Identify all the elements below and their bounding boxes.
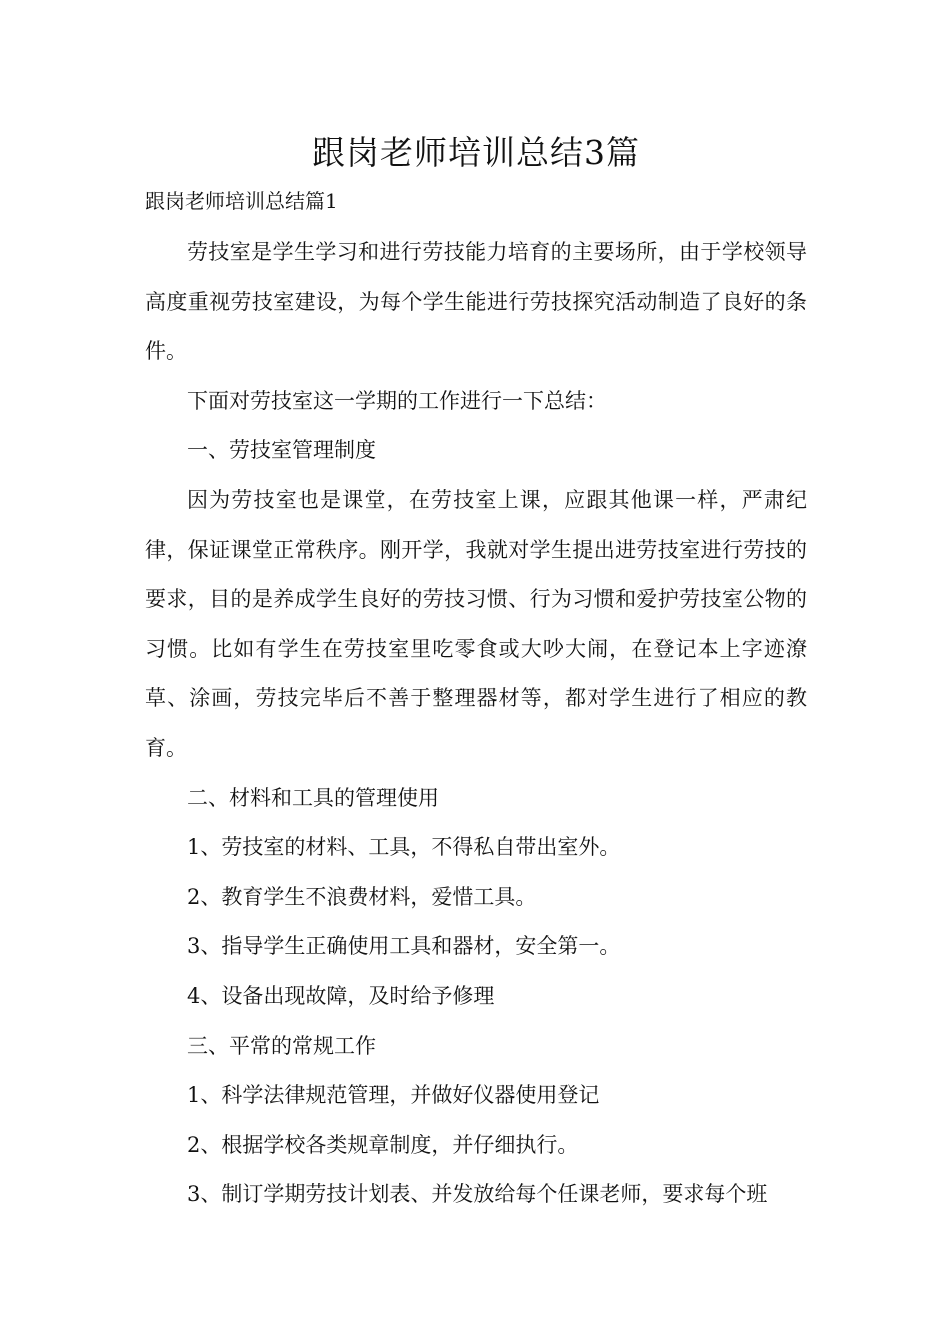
paragraph-summary-lead: 下面对劳技室这一学期的工作进行一下总结： — [187, 388, 607, 413]
list-item-materials-1: 1、劳技室的材料、工具，不得私自带出室外。 — [187, 835, 621, 860]
paragraph-management-system: 因为劳技室也是课堂，在劳技室上课，应跟其他课一样，严肃纪律，保证课堂正常秩序。刚开学，我就对学生提出进劳技室进行劳技的要求，目的是养成学生良好的劳技习惯、行为习惯和爱护劳技室公物的习惯。比如有学生在劳技室里吃零食或大吵大闹，在登记本上字迹潦草、涂画，劳技完毕后不善于整理器材等，都对学生进行了相应的教育。 — [145, 487, 807, 760]
list-item-materials-2: 2、教育学生不浪费材料，爱惜工具。 — [187, 884, 537, 909]
list-item-routine-1: 1、科学法律规范管理，并做好仪器使用登记 — [187, 1083, 600, 1108]
list-item-routine-2: 2、根据学校各类规章制度，并仔细执行。 — [187, 1132, 579, 1157]
heading-routine-work: 三、平常的常规工作 — [187, 1033, 376, 1058]
paragraph-intro: 劳技室是学生学习和进行劳技能力培育的主要场所，由于学校领导高度重视劳技室建设，为每个学生能进行劳技探究活动制造了良好的条件。 — [145, 240, 807, 364]
heading-management-system: 一、劳技室管理制度 — [187, 438, 376, 463]
document-title: 跟岗老师培训总结3篇 — [312, 133, 640, 172]
section-heading: 跟岗老师培训总结篇1 — [145, 189, 338, 213]
list-item-materials-4: 4、设备出现故障，及时给予修理 — [187, 983, 495, 1008]
list-item-materials-3: 3、指导学生正确使用工具和器材，安全第一。 — [187, 934, 621, 959]
list-item-routine-3: 3、制订学期劳技计划表、并发放给每个任课老师，要求每个班 — [187, 1182, 768, 1207]
document-body — [145, 228, 807, 1220]
heading-materials-tools: 二、材料和工具的管理使用 — [187, 785, 439, 810]
